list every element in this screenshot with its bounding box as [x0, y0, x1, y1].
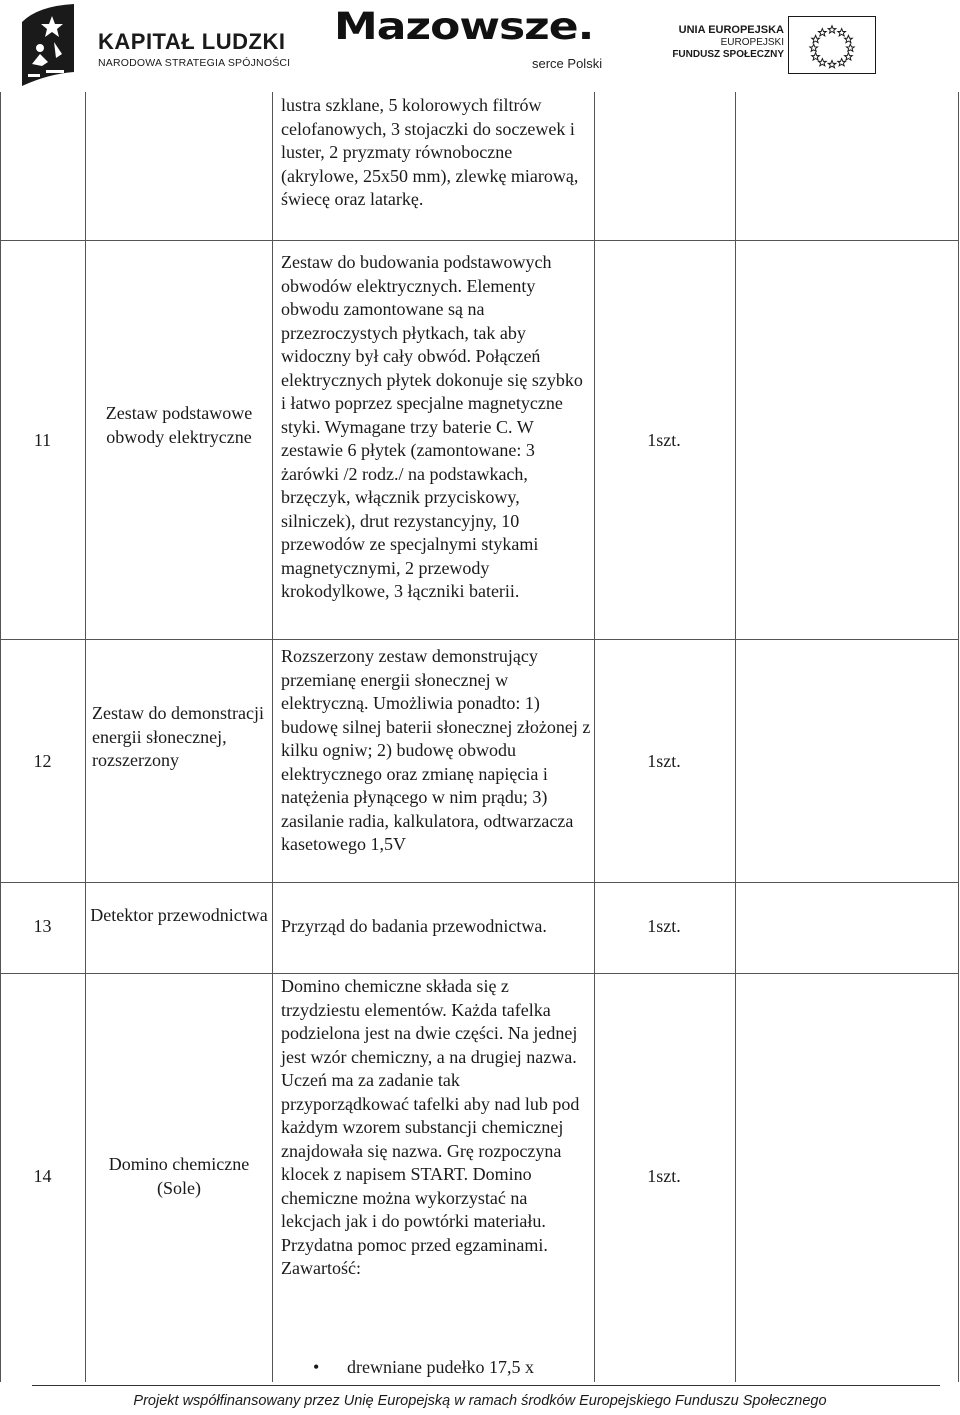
row-12-name: Zestaw do demonstracji energii słonecznej, rozszerzony: [92, 703, 264, 770]
row-divider: [0, 882, 959, 883]
footer-funding-note: Projekt współfinansowany przez Unię Europejską w ramach środków Europejskiego Funduszu Społecznego: [133, 1393, 827, 1409]
eu-line-3: FUNDUSZ SPOŁECZNY: [672, 49, 784, 60]
row-11-quantity: 1szt.: [647, 430, 681, 450]
row-14-number: 14: [33, 1166, 52, 1186]
row-14-name: Domino chemiczne (Sole): [108, 1154, 250, 1198]
table-row-continued-description: lustra szklane, 5 kolorowych filtrów celofanowych, 3 stojaczki do soczewek i luster, 2 pryzmaty równoboczne (akrylowe, 25x50 mm), zlewkę miarową, świecę oraz latarkę.: [281, 95, 579, 209]
row-13-name: Detektor przewodnictwa: [90, 905, 268, 925]
row-13-description: Przyrząd do badania przewodnictwa.: [281, 916, 547, 936]
mazowsze-subtitle: serce Polski: [532, 56, 603, 71]
contents-list: [281, 1356, 591, 1380]
eu-line-1: UNIA EUROPEJSKA: [678, 24, 784, 36]
kapital-ludzki-subtitle: NARODOWA STRATEGIA SPÓJNOŚCI: [98, 57, 291, 69]
column-divider: [594, 92, 595, 1382]
row-13-number: 13: [33, 916, 52, 936]
eu-fund-logo-text: [668, 24, 784, 61]
table-border-right: [958, 92, 959, 1382]
footer-divider: [32, 1385, 940, 1386]
row-14-contents-list: [281, 1356, 591, 1380]
equipment-table: [0, 92, 960, 1382]
kapital-ludzki-logo: [98, 30, 290, 69]
list-item: • drewniane pudełko 17,5 x: [281, 1356, 591, 1380]
row-11-name: Zestaw podstawowe obwody elektryczne: [105, 403, 253, 447]
row-divider: [0, 639, 959, 640]
row-divider: [0, 240, 959, 241]
kapital-ludzki-title: KAPITAŁ LUDZKI: [98, 29, 286, 54]
table-border-left: [0, 92, 1, 1382]
mazowsze-logo: Mazowsze.: [334, 5, 594, 49]
row-11-number: 11: [33, 430, 52, 450]
row-12-description: Rozszerzony zestaw demonstrujący przemianę energii słonecznej w elektryczną. Umożliwia ponadto: 1) budowę silnej baterii słonecznej złożonej z kilku ogniw; 2) budowę obwodu elektrycznego oraz zmianę napięcia i natężenia płynącego w nim prądu; 3) zasilanie radia, kalkulatora, odtwarzacza kasetowego 1,5V: [281, 646, 591, 854]
eu-line-2: EUROPEJSKI: [720, 37, 784, 48]
row-11-description: Zestaw do budowania podstawowych obwodów elektrycznych. Elementy obwodu zamontowane są na przezroczystych płytkach, tak aby widoczny był cały obwód. Połączeń elektrycznych płytek dokonuje się szybko i łatwo poprzez specjalne magnetyczne styki. Wymagane trzy baterie C. W zestawie 6 płytek (zamontowane: 3 żarówki /2 rodz./ na podstawkach, brzęczyk, włącznik przyciskowy, silniczek), drut rezystancyjny, 10 przewodów ze specjalnymi stykami magnetycznymi, 2 przewody krokodylkowe, 3 łączniki baterii.: [281, 252, 583, 601]
kapital-ludzki-logo-icon: [18, 2, 78, 86]
row-14-quantity: 1szt.: [647, 1166, 681, 1186]
row-12-number: 12: [33, 751, 52, 771]
row-12-quantity: 1szt.: [647, 751, 681, 771]
column-divider: [735, 92, 736, 1382]
page-header: [0, 0, 960, 92]
row-14-description: Domino chemiczne składa się z trzydziestu elementów. Każda tafelka podzielona jest na dwie części. Na jednej jest wzór chemiczny, a na drugiej nazwa. Uczeń ma za zadanie tak przyporządkować tafelki aby nad lub pod każdym wzorem substancji chemicznej znajdowała się nazwa. Grę rozpoczyna klocek z napisem START. Domino chemiczne można wykorzystać na lekcjach jak i do powtórki materiału. Przydatna pomoc przed egzaminami. Zawartość:: [281, 976, 580, 1278]
row-13-quantity: 1szt.: [647, 916, 681, 936]
column-divider: [272, 92, 273, 1382]
eu-flag-icon: [788, 16, 876, 74]
row-divider: [0, 973, 959, 974]
